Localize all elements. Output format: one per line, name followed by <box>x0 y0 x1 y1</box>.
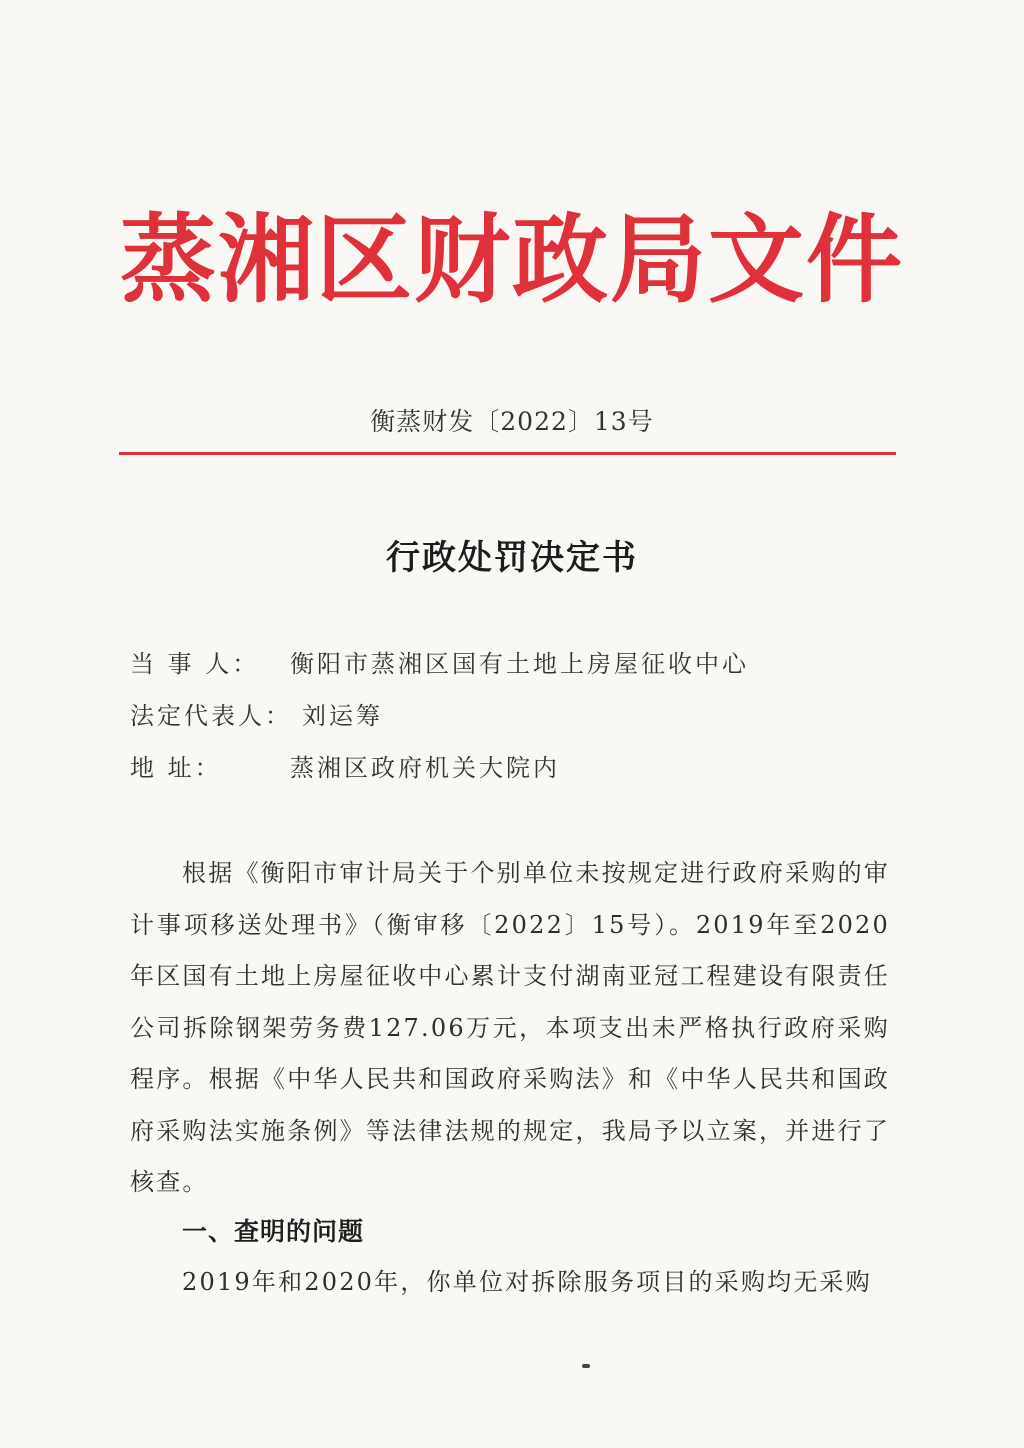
header-char: 局 <box>610 203 708 316</box>
header-char: 文 <box>708 203 806 316</box>
representative-label: 法定代表人： <box>130 702 292 730</box>
header-char: 区 <box>316 203 414 316</box>
party-label: 当 事 人： <box>130 650 260 678</box>
representative-value: 刘运筹 <box>302 702 383 730</box>
issuer-header <box>120 190 904 330</box>
body-paragraph: 根据《衡阳市审计局关于个别单位未按规定进行政府采购的审计事项移送处理书》（衡审移〔2022〕15号）。2019年至2020年区国有土地上房屋征收中心累计支付湖南亚冠工程建设有限责任公司拆除钢架劳务费127.06万元，本项支出未严格执行政府采购程序。根据《中华人民共和国政府采购法》和《中华人民共和国政府采购法实施条例》等法律法规的规定，我局予以立案，并进行了核查。 <box>130 859 890 1196</box>
party-row <box>130 644 749 684</box>
header-char: 蒸 <box>120 203 218 316</box>
body-text <box>130 848 890 1209</box>
address-label: 地 址： <box>130 754 222 782</box>
header-divider <box>119 452 896 455</box>
address-row <box>130 748 560 788</box>
header-char: 政 <box>512 203 610 316</box>
party-value: 衡阳市蒸湘区国有土地上房屋征收中心 <box>290 650 749 678</box>
header-char: 湘 <box>218 203 316 316</box>
scan-mark <box>582 1364 590 1368</box>
representative-row <box>130 696 383 736</box>
section-heading: 一、查明的问题 <box>182 1217 365 1246</box>
document-number: 衡蒸财发〔2022〕13号 <box>370 407 654 436</box>
header-char: 财 <box>414 203 512 316</box>
address-value: 蒸湘区政府机关大院内 <box>290 754 560 782</box>
header-char: 件 <box>806 203 904 316</box>
document-title: 行政处罚决定书 <box>386 538 638 578</box>
section-paragraph: 2019年和2020年，你单位对拆除服务项目的采购均无采购 <box>182 1268 872 1296</box>
